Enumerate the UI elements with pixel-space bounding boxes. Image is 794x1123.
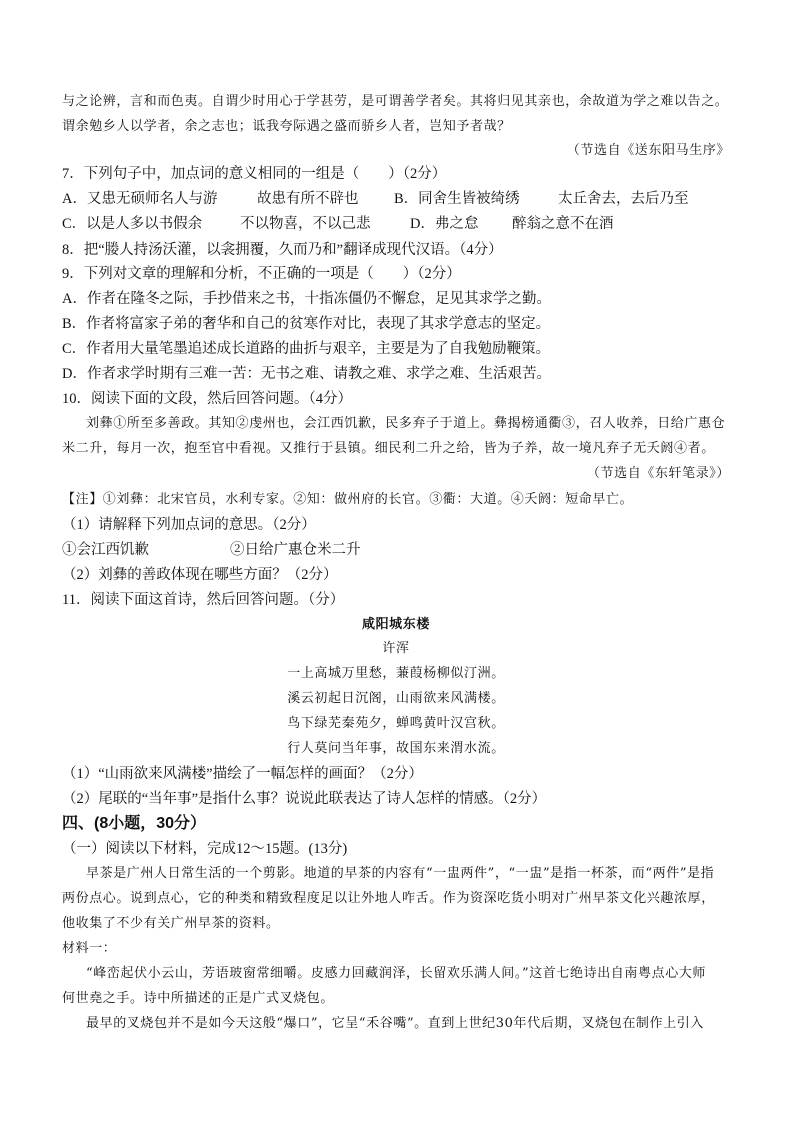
question-8: 8．把“媵人持汤沃灌，以衾拥覆，久而乃和”翻译成现代汉语。（4分）	[62, 242, 503, 258]
annotation-note: 【注】①刘彝：北宋官员，水利专家。②知：做州府的长官。③衢：大道。④夭阏：短命早亡。	[62, 492, 634, 507]
poem-line: 行人莫问当年事，故国东来渭水流。	[287, 741, 505, 756]
poem-line: 鸟下绿芜秦苑夕，蝉鸣黄叶汉宫秋。	[287, 716, 505, 731]
passage-line: 米二升，每月一次，抱至官中看视。又推行于县镇。细民利二升之给，皆为子养，故一境凡弃子无夭阏④者。	[62, 441, 715, 456]
q9-option-d: D．作者求学时期有三难一苦：无书之难、请教之难、求学之难、生活艰苦。	[62, 366, 551, 382]
q9-option-c: C．作者用大量笔墨追述成长道路的曲折与艰辛，主要是为了自我勉励鞭策。	[62, 341, 551, 357]
q10-sub-2: （2）刘彝的善政体现在哪些方面？（2分）	[62, 567, 338, 583]
passage-line: 谓余勉乡人以学者，余之志也；诋我夸际遇之盛而骄乡人者，岂知予者哉？	[62, 119, 511, 134]
option-b: B．同舍生皆被绮绣	[394, 191, 520, 207]
q11-sub-2: （2）尾联的“当年事”是指什么事？说说此联表达了诗人怎样的情感。（2分）	[62, 791, 547, 807]
q9-option-a: A．作者在隆冬之际，手抄借来之书，十指冻僵仍不懈怠，足见其求学之勤。	[62, 291, 551, 307]
poem-line: 溪云初起日沉阁，山雨欲来风满楼。	[287, 691, 505, 706]
material-intro: （一）阅读以下材料，完成12～15题。(13分)	[62, 841, 348, 857]
option-a: A．又患无硕师名人与游	[62, 191, 218, 207]
question-7: 7．下列句子中，加点词的意义相同的一组是（ ）（2分）	[62, 166, 447, 182]
option-c: C．以是人多以书假余	[62, 216, 203, 232]
poem-author: 许浑	[382, 641, 410, 656]
material-line: 他收集了不少有关广州早茶的资料。	[62, 916, 280, 931]
item-2: ②日给广惠仓米二升	[230, 542, 361, 558]
option-a-pair: 故患有所不辟也	[257, 191, 359, 207]
passage-line: 刘彝①所至多善政。其知②虔州也，会江西饥歉，民多弃子于道上。彝揭榜通衢③，召人收养，日给广惠仓	[86, 416, 726, 431]
item-1: ①会江西饥歉	[62, 542, 149, 558]
option-d-pair: 醉翁之意不在酒	[512, 216, 614, 232]
material-line: 早茶是广州人日常生活的一个剪影。地道的早茶的内容有“一盅两件”，“一盅”是指一杯茶，而“两件”是指	[86, 866, 715, 881]
option-d: D．弗之怠	[410, 216, 479, 232]
material-label: 材料一：	[62, 941, 117, 956]
source-note: （节选自《送东阳马生序》	[566, 143, 730, 158]
material-line: “峰峦起伏小云山，芳语玻窗常细嚼。皮感力回藏润泽，长留欢乐满人间。”这首七绝诗出自南粤点心大师	[86, 966, 706, 981]
q11-sub-1: （1）“山雨欲来风满楼”描绘了一幅怎样的画面？（2分）	[62, 766, 423, 782]
option-c-pair: 不以物喜，不以己悲	[240, 216, 371, 232]
question-11: 11．阅读下面这首诗，然后回答问题。（分）	[62, 592, 345, 608]
material-line: 两份点心。说到点心，它的种类和精致程度足以让外地人咋舌。作为资深吃货小明对广州早茶文化兴趣浓厚，	[62, 891, 715, 906]
option-b-pair: 太丘舍去，去后乃至	[558, 191, 689, 207]
poem-line: 一上高城万里愁，蒹葭杨柳似汀洲。	[287, 666, 505, 681]
passage-line: 与之论辨，言和而色夷。自谓少时用心于学甚劳，是可谓善学者矣。其将归见其亲也，余故道为学之难以告之。	[62, 94, 729, 109]
poem-title: 咸阳城东楼	[361, 617, 430, 632]
source-note: （节选自《东轩笔录》）	[586, 466, 730, 481]
material-line: 最早的叉烧包并不是如今天这般“爆口”，它呈“禾谷嘴”。直到上世纪30年代后期，叉烧包在制作上引入	[86, 1016, 704, 1031]
question-9: 9．下列对文章的理解和分析，不正确的一项是（ ）（2分）	[62, 266, 461, 282]
q9-option-b: B．作者将富家子弟的奢华和自己的贫寒作对比，表现了其求学意志的坚定。	[62, 316, 551, 332]
q10-sub-1: （1）请解释下列加点词的意思。（2分）	[62, 517, 316, 533]
material-line: 何世堯之手。诗中所描述的正是广式叉烧包。	[62, 991, 335, 1006]
section-heading: 四、(8小题，30分）	[62, 815, 207, 832]
question-10: 10．阅读下面的文段，然后回答问题。（4分）	[62, 391, 352, 407]
